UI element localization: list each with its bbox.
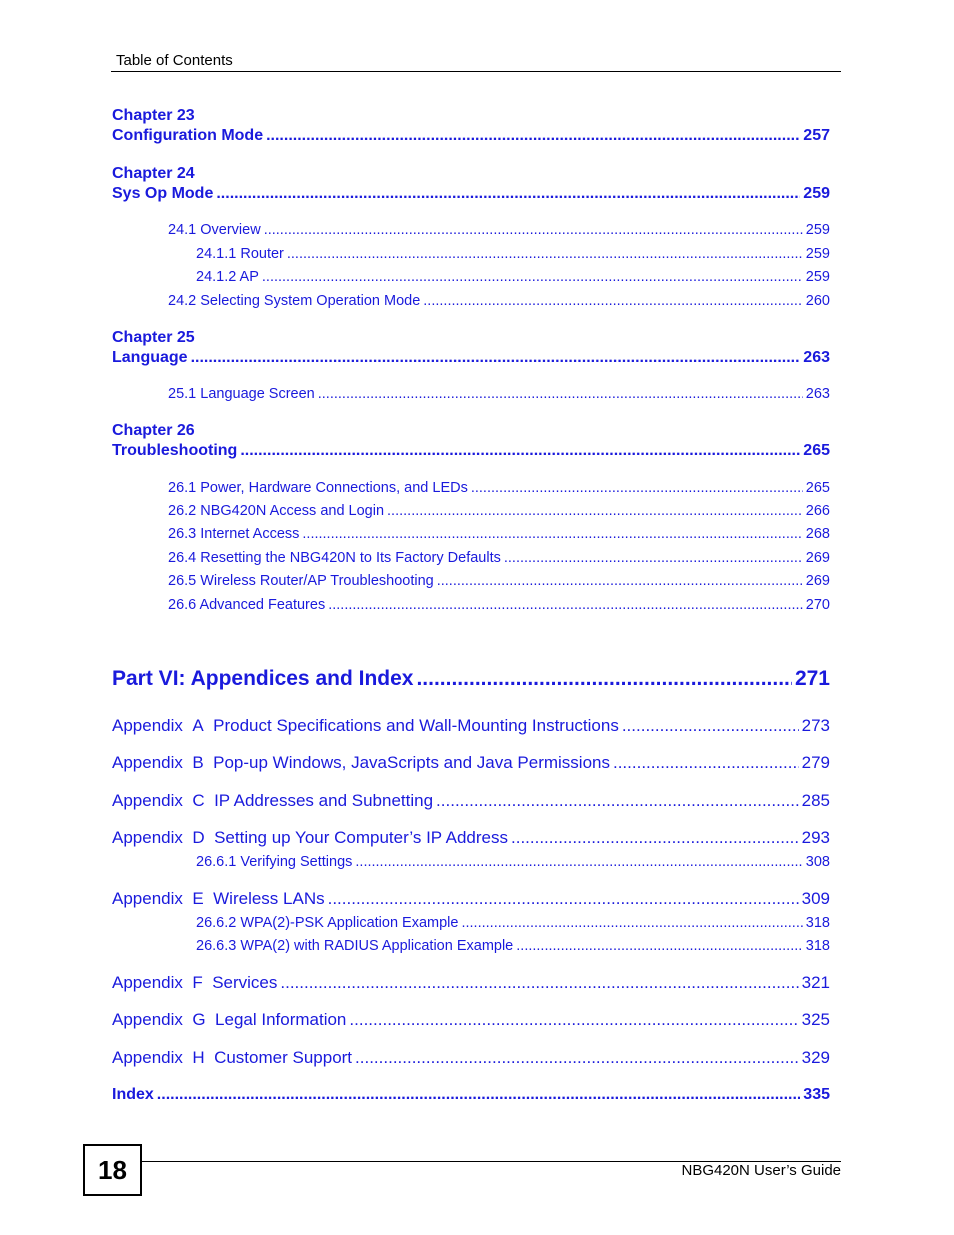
- toc-entry-subsection[interactable]: [196, 246, 830, 262]
- toc-entry-page: 270: [805, 597, 830, 613]
- appendix-letter: G: [192, 1010, 206, 1029]
- dot-leader: [423, 293, 803, 309]
- toc-entry-page: 325: [801, 1010, 830, 1029]
- toc-entry-page: 265: [803, 442, 830, 459]
- toc-entry-page: 266: [805, 503, 830, 519]
- toc-entry-title: 24.1.2 AP: [196, 269, 259, 285]
- toc-entry-chapter[interactable]: [112, 442, 830, 460]
- toc-entry-page: 259: [805, 269, 830, 285]
- appendix-letter: H: [192, 1048, 205, 1067]
- toc-entry-title: 26.3 Internet Access: [168, 526, 300, 542]
- toc-entry-page: 329: [801, 1048, 830, 1067]
- page-number: 18: [83, 1144, 142, 1196]
- toc-entry-title: 26.4 Resetting the NBG420N to Its Factory Defaults: [168, 550, 501, 566]
- toc-entry-appendix[interactable]: [112, 889, 830, 909]
- chapter-label: Chapter 24: [112, 165, 195, 182]
- toc-entry-title: Wireless LANs: [213, 889, 325, 908]
- toc-entry-title: Troubleshooting: [112, 442, 238, 459]
- toc-entry-section[interactable]: [168, 526, 830, 542]
- toc-entry-title: Pop-up Windows, JavaScripts and Java Permissions: [213, 753, 610, 772]
- toc-entry-title: 26.6.3 WPA(2) with RADIUS Application Example: [196, 938, 514, 954]
- dot-leader: [318, 386, 803, 402]
- appendix-letter: D: [192, 828, 205, 847]
- toc-entry-title: 24.2 Selecting System Operation Mode: [168, 293, 421, 309]
- appendix-prefix: Appendix: [112, 973, 183, 992]
- appendix-prefix: Appendix: [112, 828, 183, 847]
- toc-entry-title: IP Addresses and Subnetting: [214, 791, 434, 810]
- toc-entry-page: 269: [805, 550, 830, 566]
- toc-entry-page: 259: [803, 185, 830, 202]
- toc-entry-title: 24.1 Overview: [168, 222, 261, 238]
- toc-entry-part[interactable]: [112, 667, 830, 691]
- toc-entry-page: 271: [794, 667, 830, 690]
- dot-leader: [355, 854, 802, 870]
- toc-entry-appendix[interactable]: [112, 716, 830, 736]
- toc-entry-section[interactable]: [168, 222, 830, 238]
- toc-entry-page: 259: [805, 222, 830, 238]
- appendix-prefix: Appendix: [112, 753, 183, 772]
- toc-entry-section[interactable]: [168, 573, 830, 589]
- toc-entry-section[interactable]: [168, 386, 830, 402]
- toc-entry-section[interactable]: [168, 293, 830, 309]
- dot-leader: [511, 828, 799, 848]
- dot-leader: [266, 127, 800, 145]
- dot-leader: [328, 889, 799, 909]
- dot-leader: [613, 753, 799, 773]
- toc-entry-title: Configuration Mode: [112, 127, 264, 144]
- appendix-letter: E: [192, 889, 204, 908]
- toc-entry-page: 293: [801, 828, 830, 847]
- dot-leader: [437, 573, 803, 589]
- toc-entry-chapter[interactable]: [112, 127, 830, 145]
- toc-entry-page: 260: [805, 293, 830, 309]
- dot-leader: [355, 1048, 799, 1068]
- appendix-letter: B: [192, 753, 204, 772]
- dot-leader: [349, 1010, 798, 1030]
- chapter-label: Chapter 26: [112, 422, 195, 439]
- appendix-prefix: Appendix: [112, 1048, 183, 1067]
- toc-entry-page: 265: [805, 480, 830, 496]
- dot-leader: [302, 526, 802, 542]
- dot-leader: [471, 480, 803, 496]
- toc-entry-title: Sys Op Mode: [112, 185, 214, 202]
- toc-entry-page: 335: [803, 1086, 830, 1103]
- toc-entry-page: 263: [805, 386, 830, 402]
- toc-entry-chapter[interactable]: [112, 349, 830, 367]
- toc-entry-page: 318: [805, 938, 830, 954]
- toc-entry-subsection[interactable]: [196, 938, 830, 954]
- toc-entry-page: 279: [801, 753, 830, 772]
- dot-leader: [387, 503, 803, 519]
- toc-entry-appendix[interactable]: [112, 753, 830, 773]
- toc-entry-title: 24.1.1 Router: [196, 246, 284, 262]
- dot-leader: [328, 597, 803, 613]
- toc-entry-page: 273: [801, 716, 830, 735]
- guide-name: NBG420N User’s Guide: [681, 1162, 841, 1179]
- toc-entry-title: Legal Information: [215, 1010, 347, 1029]
- toc-entry-page: 308: [805, 854, 830, 870]
- dot-leader: [157, 1086, 801, 1104]
- dot-leader: [240, 442, 800, 460]
- toc-entry-section[interactable]: [168, 597, 830, 613]
- toc-entry-page: 268: [805, 526, 830, 542]
- toc-entry-title: 26.1 Power, Hardware Connections, and LEDs: [168, 480, 468, 496]
- toc-entry-title: 26.6.2 WPA(2)-PSK Application Example: [196, 915, 459, 931]
- toc-entry-section[interactable]: [168, 480, 830, 496]
- toc-entry-page: 263: [803, 349, 830, 366]
- toc-entry-title: 25.1 Language Screen: [168, 386, 315, 402]
- chapter-label: Chapter 23: [112, 107, 195, 124]
- toc-entry-title: Index: [112, 1086, 154, 1103]
- toc-entry-appendix[interactable]: [112, 791, 830, 811]
- toc-entry-page: 259: [805, 246, 830, 262]
- dot-leader: [461, 915, 802, 931]
- appendix-letter: F: [192, 973, 203, 992]
- toc-entry-title: Product Specifications and Wall-Mounting Instructions: [213, 716, 619, 735]
- appendix-prefix: Appendix: [112, 716, 183, 735]
- toc-entry-page: 285: [801, 791, 830, 810]
- toc-entry-chapter[interactable]: [112, 185, 830, 203]
- toc-entry-title: Language: [112, 349, 188, 366]
- running-header: Table of Contents: [116, 52, 233, 69]
- toc-entry-page: 257: [803, 127, 830, 144]
- header-rule: [111, 71, 841, 72]
- toc-entry-page: 318: [805, 915, 830, 931]
- toc-entry-appendix[interactable]: [112, 973, 830, 993]
- toc-entry-title: Part VI: Appendices and Index: [112, 667, 414, 690]
- toc-entry-subsection[interactable]: [196, 269, 830, 285]
- toc-entry-page: 269: [805, 573, 830, 589]
- appendix-prefix: Appendix: [112, 889, 183, 908]
- toc-entry-title: Customer Support: [214, 1048, 353, 1067]
- toc-entry-title: Setting up Your Computer’s IP Address: [214, 828, 508, 847]
- toc-entry-appendix[interactable]: [112, 828, 830, 848]
- dot-leader: [191, 349, 801, 367]
- dot-leader: [262, 269, 803, 285]
- toc-entry-subsection[interactable]: [196, 915, 830, 931]
- dot-leader: [416, 667, 791, 691]
- toc-entry-index[interactable]: [112, 1086, 830, 1104]
- dot-leader: [516, 938, 803, 954]
- appendix-prefix: Appendix: [112, 1010, 183, 1029]
- toc-entry-appendix[interactable]: [112, 1048, 830, 1068]
- toc-entry-subsection[interactable]: [196, 854, 830, 870]
- toc-entry-title: 26.2 NBG420N Access and Login: [168, 503, 385, 519]
- appendix-prefix: Appendix: [112, 791, 183, 810]
- chapter-label: Chapter 25: [112, 329, 195, 346]
- toc-entry-appendix[interactable]: [112, 1010, 830, 1030]
- toc-entry-title: 26.6 Advanced Features: [168, 597, 326, 613]
- appendix-letter: C: [192, 791, 205, 810]
- toc-entry-title: 26.5 Wireless Router/AP Troubleshooting: [168, 573, 434, 589]
- dot-leader: [504, 550, 803, 566]
- dot-leader: [622, 716, 799, 736]
- toc-entry-title: 26.6.1 Verifying Settings: [196, 854, 353, 870]
- toc-entry-section[interactable]: [168, 503, 830, 519]
- toc-entry-page: 321: [801, 973, 830, 992]
- dot-leader: [287, 246, 803, 262]
- dot-leader: [280, 973, 798, 993]
- dot-leader: [216, 185, 800, 203]
- toc-entry-page: 309: [801, 889, 830, 908]
- dot-leader: [264, 222, 803, 238]
- toc-entry-section[interactable]: [168, 550, 830, 566]
- toc-entry-title: Services: [212, 973, 278, 992]
- appendix-letter: A: [192, 716, 204, 735]
- dot-leader: [436, 791, 799, 811]
